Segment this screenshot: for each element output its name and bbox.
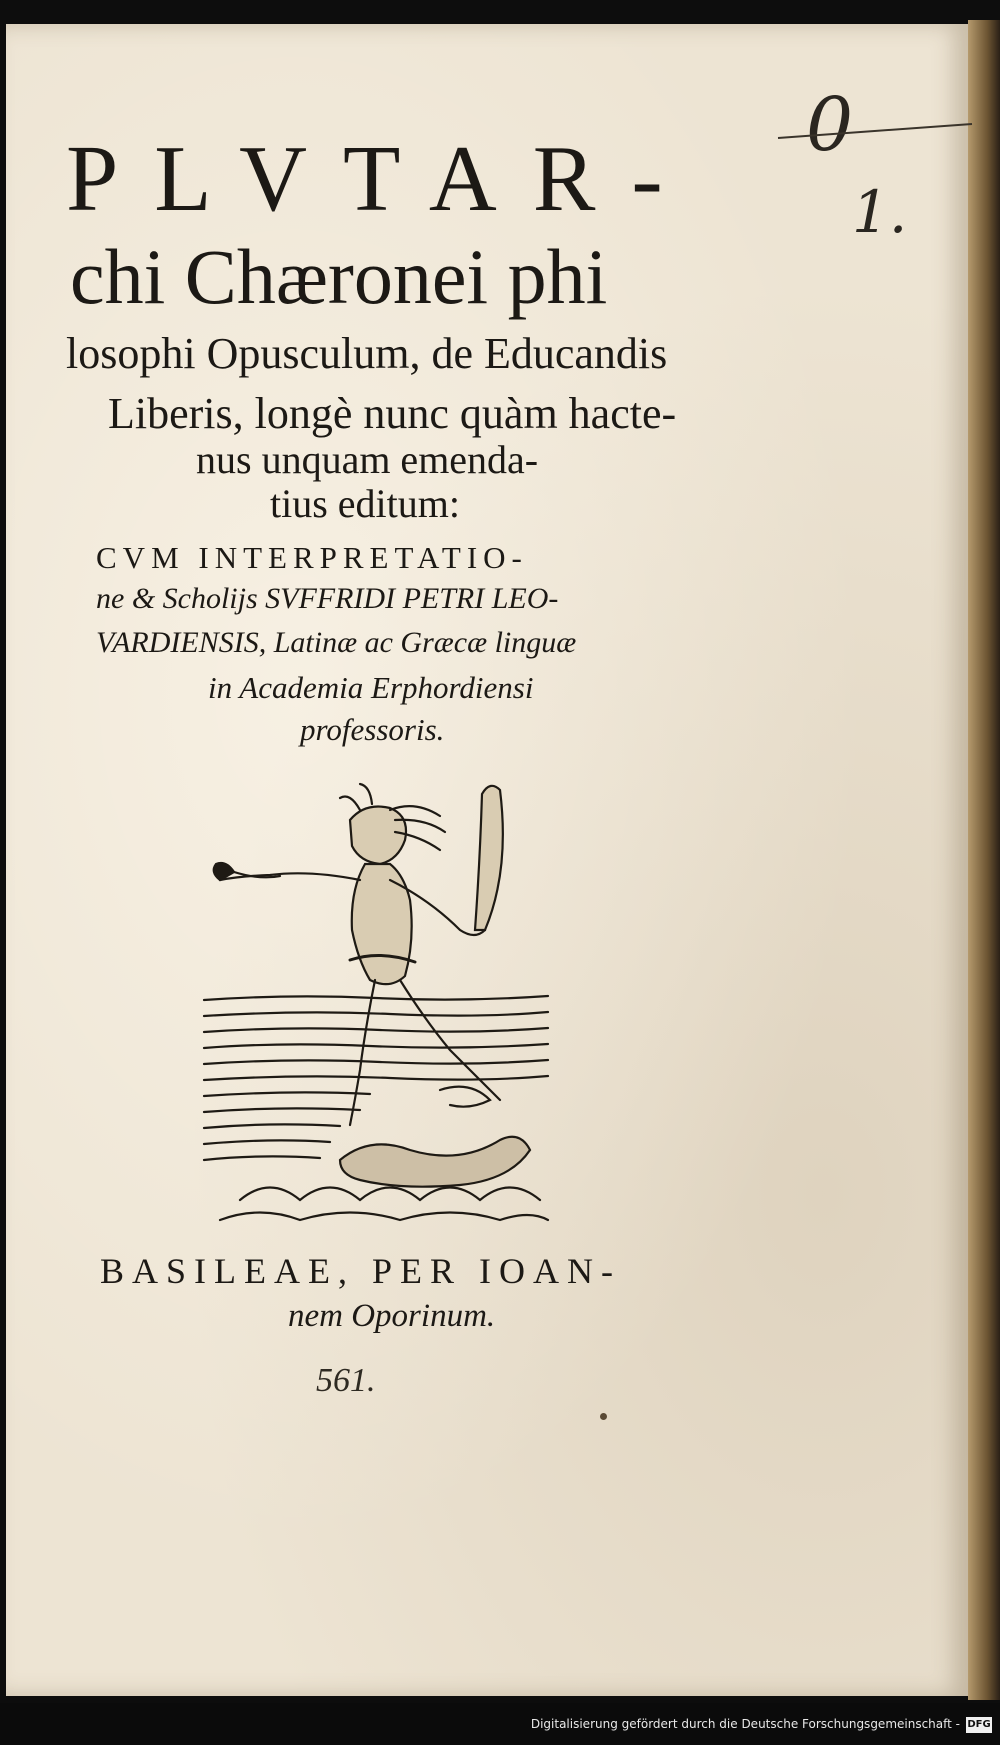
commentary-line-4: in Academia Erphordiensi <box>208 670 534 705</box>
ink-dot <box>600 1413 607 1420</box>
title-line-4: Liberis, longè nunc quàm hacte- <box>108 389 677 438</box>
dfg-logo-icon: DFG <box>966 1717 992 1733</box>
imprint-line-1: BASILEAE, PER IOAN- <box>100 1251 621 1291</box>
title-line-1: PLVTAR- <box>66 127 699 231</box>
commentary-line-5: professoris. <box>300 712 445 747</box>
handwritten-mark-1: 0 <box>806 82 854 168</box>
title-line-3: losophi Opusculum, de Educandis <box>66 329 668 378</box>
imprint-year: 561. <box>316 1362 376 1399</box>
commentary-line-2: ne & Scholijs SVFFRIDI PETRI LEO- <box>96 582 559 615</box>
figure-on-dolphin-woodcut-icon <box>200 780 552 1228</box>
title-line-2: chi Chæronei phi <box>70 233 608 320</box>
handwritten-mark-2: 1. <box>852 178 908 246</box>
footer-credit: Digitalisierung gefördert durch die Deutsche Forschungsgemeinschaft - <box>530 1717 960 1731</box>
imprint-line-2: nem Oporinum. <box>288 1298 496 1334</box>
commentary-line-1: CVM INTERPRETATIO- <box>96 540 528 575</box>
book-edge <box>968 20 1000 1700</box>
commentary-line-3: VARDIENSIS, Latinæ ac Græcæ linguæ <box>96 626 577 659</box>
strike-line <box>776 118 976 148</box>
title-line-6: tius editum: <box>270 481 460 526</box>
title-line-5: nus unquam emenda- <box>196 437 539 482</box>
